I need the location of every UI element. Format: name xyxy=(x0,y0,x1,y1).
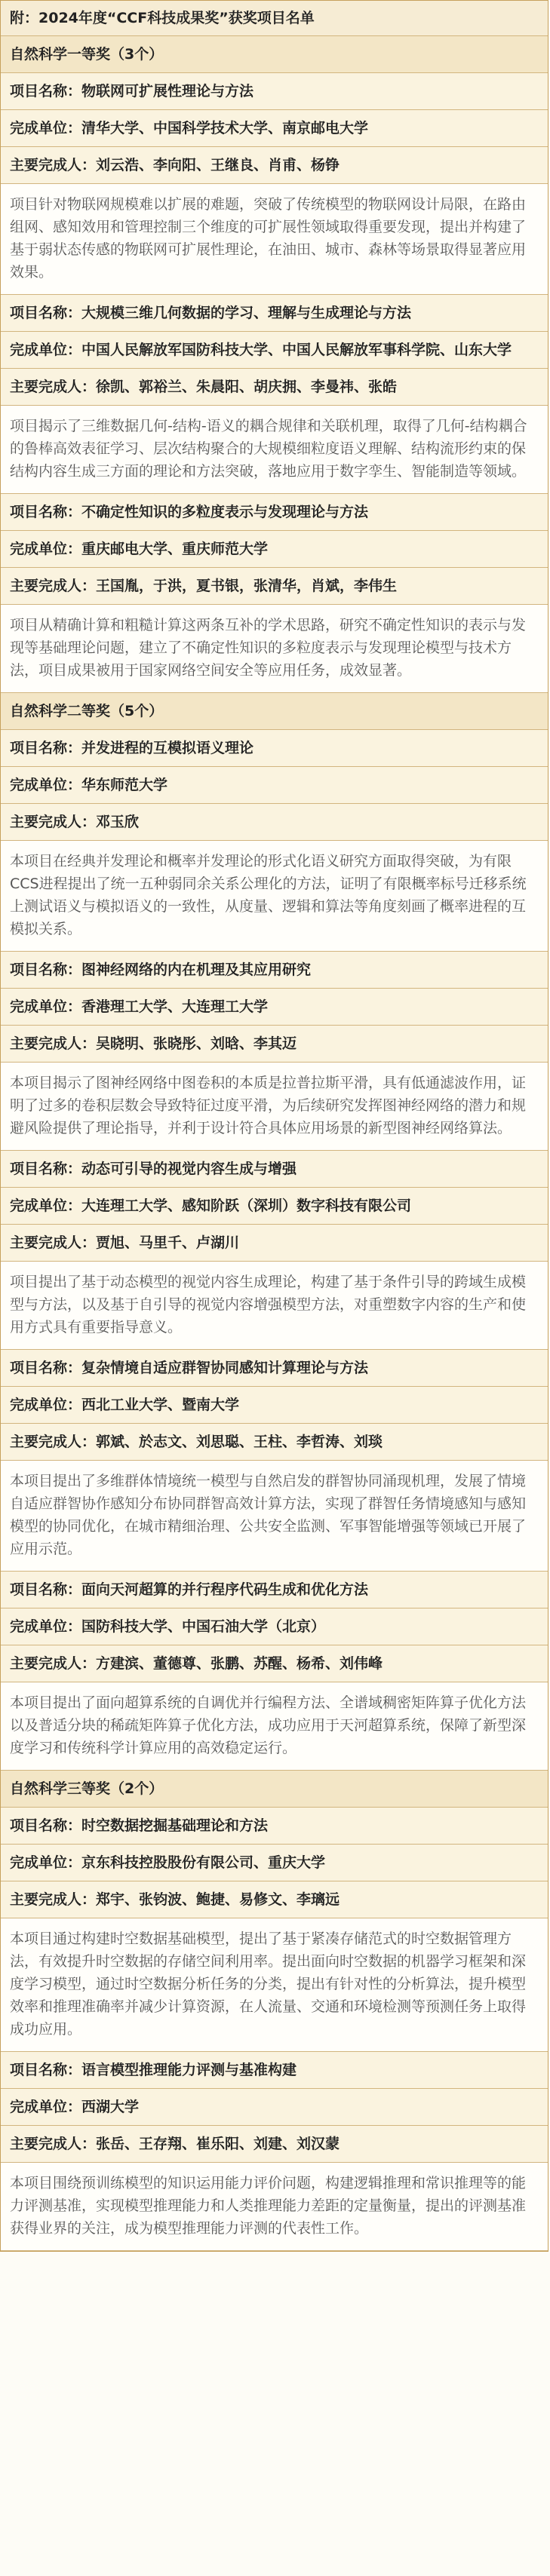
award-section-heading: 自然科学二等奖（5个） xyxy=(1,693,548,730)
project-name-value: 复杂情境自适应群智协同感知计算理论与方法 xyxy=(81,1360,369,1376)
completing-units-row xyxy=(1,1608,548,1645)
main-contributors-row xyxy=(1,2126,548,2163)
project-name-label: 项目名称： xyxy=(10,1817,82,1834)
project-name-label: 项目名称： xyxy=(10,305,82,321)
main-contributors-value: 刘云浩、李向阳、王继良、肖甫、杨铮 xyxy=(96,157,340,173)
completing-units-label: 完成单位： xyxy=(10,1198,82,1214)
completing-units-label: 完成单位： xyxy=(10,998,82,1015)
completing-units-value: 中国人民解放军国防科技大学、中国人民解放军事科学院、山东大学 xyxy=(81,342,512,358)
completing-units-value: 华东师范大学 xyxy=(81,777,168,793)
project-name-label: 项目名称： xyxy=(10,2062,82,2078)
main-contributors-label: 主要完成人： xyxy=(10,814,97,830)
project-name-row xyxy=(1,730,548,767)
project-name-value: 大规模三维几何数据的学习、理解与生成理论与方法 xyxy=(81,305,412,321)
project-description: 项目提出了基于动态模型的视觉内容生成理论，构建了基于条件引导的跨域生成模型与方法，以及基于自引导的视觉内容增强模型方法，对重塑数字内容的生产和使用方式具有重要指导意义。 xyxy=(1,1262,548,1350)
project-description: 本项目揭示了图神经网络中图卷积的本质是拉普拉斯平滑，具有低通滤波作用，证明了过多的卷积层数会导致特征过度平滑，为后续研究发挥图神经网络的潜力和规避风险提供了理论指导，并利于设计符合具体应用场景的新型图神经网络算法。 xyxy=(1,1063,548,1151)
completing-units-label: 完成单位： xyxy=(10,541,82,557)
main-contributors-value: 郑宇、张钧波、鲍捷、易修文、李璃远 xyxy=(96,1891,340,1908)
main-contributors-value: 徐凯、郭裕兰、朱晨阳、胡庆拥、李曼祎、张皓 xyxy=(96,379,398,395)
completing-units-row xyxy=(1,1387,548,1424)
project-name-label: 项目名称： xyxy=(10,1360,82,1376)
completing-units-row xyxy=(1,332,548,369)
project-name-row xyxy=(1,1808,548,1845)
main-contributors-label: 主要完成人： xyxy=(10,1035,97,1052)
project-name-label: 项目名称： xyxy=(10,1161,82,1177)
project-description: 本项目通过构建时空数据基础模型，提出了基于紧凑存储范式的时空数据管理方法，有效提升时空数据的存储空间利用率。提出面向时空数据的机器学习框架和深度学习模型，通过时空数据分析任务的分类，提出有针对性的分析算法，提升模型效率和推理准确率并减少计算资源，在人流量、交通和环境检测等预测任务上取得成功应用。 xyxy=(1,1918,548,2052)
project-description: 本项目提出了多维群体情境统一模型与自然启发的群智协同涌现机理，发展了情境自适应群智协作感知分布协同群智高效计算方法，实现了群智任务情境感知与感知模型的协同优化，在城市精细治理、公共安全监测、军事智能增强等领域已开展了应用示范。 xyxy=(1,1461,548,1572)
project-description: 本项目提出了面向超算系统的自调优并行编程方法、全谱域稠密矩阵算子优化方法以及普适分块的稀疏矩阵算子优化方法，成功应用于天河超算系统，保障了新型深度学习和传统科学计算应用的高效稳定运行。 xyxy=(1,1682,548,1771)
main-contributors-value: 吴晓明、张晓彤、刘晗、李其迈 xyxy=(96,1035,297,1052)
project-name-value: 语言模型推理能力评测与基准构建 xyxy=(81,2062,297,2078)
main-contributors-row xyxy=(1,568,548,605)
project-name-row xyxy=(1,952,548,989)
project-description: 项目针对物联网规模难以扩展的难题，突破了传统模型的物联网设计局限，在路由组网、感知效用和管理控制三个维度的可扩展性领域取得重要发现，提出并构建了基于弱状态传感的物联网可扩展性理论，在油田、城市、森林等场景取得显著应用效果。 xyxy=(1,184,548,295)
main-contributors-row xyxy=(1,1026,548,1063)
completing-units-label: 完成单位： xyxy=(10,1854,82,1871)
completing-units-value: 西北工业大学、暨南大学 xyxy=(81,1397,240,1413)
project-description: 项目揭示了三维数据几何-结构-语义的耦合规律和关联机理，取得了几何-结构耦合的鲁棒高效表征学习、层次结构聚合的大规模细粒度语义理解、结构流形约束的保结构内容生成三方面的理论和方法突破，落地应用于数字孪生、智能制造等领域。 xyxy=(1,406,548,494)
sections-container xyxy=(1,36,548,2251)
completing-units-label: 完成单位： xyxy=(10,1618,82,1635)
main-contributors-value: 邓玉欣 xyxy=(96,814,140,830)
main-contributors-value: 方建滨、董德尊、张鹏、苏醒、杨希、刘伟峰 xyxy=(96,1655,383,1672)
main-contributors-label: 主要完成人： xyxy=(10,1891,97,1908)
project-name-row xyxy=(1,295,548,332)
project-description: 本项目围绕预训练模型的知识运用能力评价问题，构建逻辑推理和常识推理等的能力评测基准，实现模型推理能力和人类推理能力差距的定量衡量，提出的评测基准获得业界的关注，成为模型推理能力评测的代表性工作。 xyxy=(1,2163,548,2251)
completing-units-row xyxy=(1,110,548,147)
completing-units-value: 国防科技大学、中国石油大学（北京） xyxy=(81,1618,326,1635)
award-section-heading: 自然科学三等奖（2个） xyxy=(1,1771,548,1808)
project-name-label: 项目名称： xyxy=(10,83,82,100)
project-name-row xyxy=(1,1350,548,1387)
main-contributors-value: 王国胤，于洪，夏书银，张清华，肖斌，李伟生 xyxy=(96,578,398,594)
main-contributors-label: 主要完成人： xyxy=(10,1655,97,1672)
completing-units-row xyxy=(1,767,548,804)
project-description: 本项目在经典并发理论和概率并发理论的形式化语义研究方面取得突破，为有限CCS进程提出了统一五种弱同余关系公理化的方法，证明了有限概率标号迁移系统上测试语义与模拟语义的一致性，从度量、逻辑和算法等角度刻画了概率进程的互模拟关系。 xyxy=(1,841,548,952)
project-name-row xyxy=(1,1151,548,1188)
completing-units-row xyxy=(1,531,548,568)
completing-units-label: 完成单位： xyxy=(10,777,82,793)
main-contributors-value: 郭斌、於志文、刘思聪、王柱、李哲涛、刘琰 xyxy=(96,1434,383,1450)
project-name-value: 物联网可扩展性理论与方法 xyxy=(81,83,254,100)
main-contributors-row xyxy=(1,1424,548,1461)
project-description: 项目从精确计算和粗糙计算这两条互补的学术思路，研究不确定性知识的表示与发现等基础理论问题，建立了不确定性知识的多粒度表示与发现理论模型与技术方法，项目成果被用于国家网络空间安全等应用任务，成效显著。 xyxy=(1,605,548,693)
project-name-row xyxy=(1,2052,548,2089)
main-contributors-label: 主要完成人： xyxy=(10,578,97,594)
completing-units-row xyxy=(1,1188,548,1225)
completing-units-value: 香港理工大学、大连理工大学 xyxy=(81,998,269,1015)
project-name-value: 并发进程的互模拟语义理论 xyxy=(81,740,254,756)
award-section-heading: 自然科学一等奖（3个） xyxy=(1,36,548,73)
project-name-label: 项目名称： xyxy=(10,740,82,756)
project-name-value: 不确定性知识的多粒度表示与发现理论与方法 xyxy=(81,504,369,520)
completing-units-value: 西湖大学 xyxy=(81,2099,140,2115)
completing-units-row xyxy=(1,989,548,1026)
completing-units-value: 大连理工大学、感知阶跃（深圳）数字科技有限公司 xyxy=(81,1198,412,1214)
project-name-row xyxy=(1,73,548,110)
main-contributors-label: 主要完成人： xyxy=(10,1434,97,1450)
project-name-value: 动态可引导的视觉内容生成与增强 xyxy=(81,1161,297,1177)
completing-units-label: 完成单位： xyxy=(10,342,82,358)
main-contributors-row xyxy=(1,1225,548,1262)
main-contributors-row xyxy=(1,1645,548,1682)
main-contributors-row xyxy=(1,804,548,841)
main-contributors-label: 主要完成人： xyxy=(10,2136,97,2152)
project-name-row xyxy=(1,1572,548,1608)
main-contributors-value: 贾旭、马里千、卢湖川 xyxy=(96,1234,240,1251)
completing-units-label: 完成单位： xyxy=(10,120,82,136)
project-name-value: 面向天河超算的并行程序代码生成和优化方法 xyxy=(81,1581,369,1598)
completing-units-row xyxy=(1,1845,548,1881)
completing-units-row xyxy=(1,2089,548,2126)
main-contributors-label: 主要完成人： xyxy=(10,379,97,395)
project-name-value: 图神经网络的内在机理及其应用研究 xyxy=(81,961,312,978)
page-title: 附：2024年度“CCF科技成果奖”获奖项目名单 xyxy=(1,1,548,36)
project-name-row xyxy=(1,494,548,531)
completing-units-value: 京东科技控股股份有限公司、重庆大学 xyxy=(81,1854,326,1871)
main-contributors-row xyxy=(1,1881,548,1918)
project-name-value: 时空数据挖掘基础理论和方法 xyxy=(81,1817,269,1834)
project-name-label: 项目名称： xyxy=(10,961,82,978)
main-contributors-label: 主要完成人： xyxy=(10,1234,97,1251)
project-name-label: 项目名称： xyxy=(10,504,82,520)
main-contributors-row xyxy=(1,147,548,184)
completing-units-value: 重庆邮电大学、重庆师范大学 xyxy=(81,541,269,557)
project-name-label: 项目名称： xyxy=(10,1581,82,1598)
completing-units-label: 完成单位： xyxy=(10,1397,82,1413)
main-contributors-label: 主要完成人： xyxy=(10,157,97,173)
completing-units-label: 完成单位： xyxy=(10,2099,82,2115)
main-contributors-row xyxy=(1,369,548,406)
main-contributors-value: 张岳、王存翔、崔乐阳、刘建、刘汉蒙 xyxy=(96,2136,340,2152)
completing-units-value: 清华大学、中国科学技术大学、南京邮电大学 xyxy=(81,120,369,136)
